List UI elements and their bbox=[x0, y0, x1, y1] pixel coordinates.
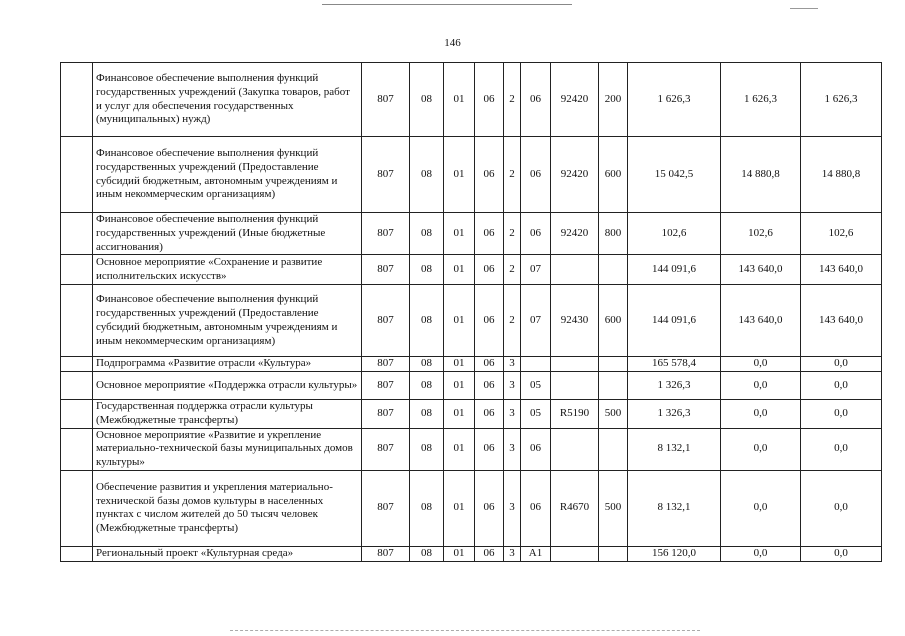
cell-c5: 3 bbox=[504, 428, 521, 470]
cell-v1: 1 326,3 bbox=[628, 400, 721, 429]
table-row bbox=[61, 470, 882, 546]
cell-c7: R5190 bbox=[551, 400, 599, 429]
cell-c7: 92420 bbox=[551, 213, 599, 255]
cell-v1: 165 578,4 bbox=[628, 357, 721, 372]
cell-v1: 15 042,5 bbox=[628, 137, 721, 213]
cell-c3: 01 bbox=[444, 357, 475, 372]
cell-c2: 08 bbox=[410, 213, 444, 255]
cell-c7: 92420 bbox=[551, 137, 599, 213]
cell-c8: 200 bbox=[599, 63, 628, 137]
cell-c5: 3 bbox=[504, 372, 521, 400]
cell-c6: 05 bbox=[521, 372, 551, 400]
cell-v1: 8 132,1 bbox=[628, 470, 721, 546]
table-row bbox=[61, 400, 882, 429]
cell-c3: 01 bbox=[444, 372, 475, 400]
row-name: Основное мероприятие «Развитие и укрепление материально-технической базы муниципальных домов культуры» bbox=[93, 428, 362, 470]
cell-c8 bbox=[599, 546, 628, 561]
cell-c3: 01 bbox=[444, 213, 475, 255]
cell-c7: R4670 bbox=[551, 470, 599, 546]
blank-cell bbox=[61, 137, 93, 213]
table-row bbox=[61, 357, 882, 372]
cell-c5: 3 bbox=[504, 400, 521, 429]
cell-c1: 807 bbox=[362, 213, 410, 255]
row-name: Подпрограмма «Развитие отрасли «Культура» bbox=[93, 357, 362, 372]
cell-v2: 0,0 bbox=[721, 357, 801, 372]
cell-c4: 06 bbox=[475, 470, 504, 546]
cell-v3: 0,0 bbox=[801, 428, 882, 470]
scan-top-mark bbox=[790, 8, 818, 9]
cell-c8: 500 bbox=[599, 470, 628, 546]
cell-c3: 01 bbox=[444, 428, 475, 470]
scan-top-line bbox=[322, 4, 572, 5]
blank-cell bbox=[61, 372, 93, 400]
cell-c4: 06 bbox=[475, 285, 504, 357]
cell-c5: 2 bbox=[504, 285, 521, 357]
cell-v3: 143 640,0 bbox=[801, 255, 882, 285]
cell-c7 bbox=[551, 372, 599, 400]
cell-c2: 08 bbox=[410, 285, 444, 357]
cell-c5: 2 bbox=[504, 63, 521, 137]
cell-c3: 01 bbox=[444, 546, 475, 561]
cell-v1: 144 091,6 bbox=[628, 285, 721, 357]
cell-c4: 06 bbox=[475, 372, 504, 400]
cell-c7 bbox=[551, 255, 599, 285]
cell-c3: 01 bbox=[444, 470, 475, 546]
cell-v3: 102,6 bbox=[801, 213, 882, 255]
cell-v2: 1 626,3 bbox=[721, 63, 801, 137]
table-row bbox=[61, 213, 882, 255]
table-row bbox=[61, 372, 882, 400]
cell-c2: 08 bbox=[410, 137, 444, 213]
budget-table bbox=[60, 62, 882, 562]
cell-c5: 2 bbox=[504, 255, 521, 285]
row-name: Основное мероприятие «Поддержка отрасли культуры» bbox=[93, 372, 362, 400]
cell-c4: 06 bbox=[475, 400, 504, 429]
cell-c6: 05 bbox=[521, 400, 551, 429]
table-row bbox=[61, 285, 882, 357]
cell-v2: 0,0 bbox=[721, 372, 801, 400]
cell-c2: 08 bbox=[410, 255, 444, 285]
blank-cell bbox=[61, 546, 93, 561]
cell-c8: 800 bbox=[599, 213, 628, 255]
cell-c7 bbox=[551, 546, 599, 561]
cell-c6: 06 bbox=[521, 63, 551, 137]
cell-c6: 06 bbox=[521, 213, 551, 255]
blank-cell bbox=[61, 428, 93, 470]
row-name: Финансовое обеспечение выполнения функций государственных учреждений (Иные бюджетные ассигнования) bbox=[93, 213, 362, 255]
cell-c4: 06 bbox=[475, 255, 504, 285]
cell-c7 bbox=[551, 428, 599, 470]
cell-c5: 2 bbox=[504, 137, 521, 213]
cell-c6: 06 bbox=[521, 470, 551, 546]
row-name: Государственная поддержка отрасли культуры (Межбюджетные трансферты) bbox=[93, 400, 362, 429]
cell-v3: 0,0 bbox=[801, 357, 882, 372]
cell-c2: 08 bbox=[410, 428, 444, 470]
cell-v3: 143 640,0 bbox=[801, 285, 882, 357]
cell-c1: 807 bbox=[362, 470, 410, 546]
row-name: Обеспечение развития и укрепления материально-технической базы домов культуры в населенных пунктах с числом жителей до 50 тысяч человек (Межбюджетные трансферты) bbox=[93, 470, 362, 546]
cell-c5: 3 bbox=[504, 546, 521, 561]
cell-v2: 0,0 bbox=[721, 546, 801, 561]
cell-c3: 01 bbox=[444, 63, 475, 137]
cell-v1: 8 132,1 bbox=[628, 428, 721, 470]
cell-v3: 14 880,8 bbox=[801, 137, 882, 213]
cell-c1: 807 bbox=[362, 357, 410, 372]
cell-c7: 92430 bbox=[551, 285, 599, 357]
cell-v1: 144 091,6 bbox=[628, 255, 721, 285]
cell-c3: 01 bbox=[444, 285, 475, 357]
table-row bbox=[61, 546, 882, 561]
row-name: Финансовое обеспечение выполнения функций государственных учреждений (Закупка товаров, работ и услуг для обеспечения государственных (муниципальных) нужд) bbox=[93, 63, 362, 137]
cell-c7: 92420 bbox=[551, 63, 599, 137]
blank-cell bbox=[61, 255, 93, 285]
cell-c1: 807 bbox=[362, 255, 410, 285]
cell-c8 bbox=[599, 357, 628, 372]
cell-c1: 807 bbox=[362, 285, 410, 357]
cell-c3: 01 bbox=[444, 400, 475, 429]
cell-c2: 08 bbox=[410, 470, 444, 546]
cell-c6: 07 bbox=[521, 285, 551, 357]
row-name: Финансовое обеспечение выполнения функций государственных учреждений (Предоставление субсидий бюджетным, автономным учреждениям и иным некоммерческим организациям) bbox=[93, 137, 362, 213]
cell-c1: 807 bbox=[362, 137, 410, 213]
cell-c8 bbox=[599, 428, 628, 470]
cell-c3: 01 bbox=[444, 255, 475, 285]
cell-v3: 0,0 bbox=[801, 372, 882, 400]
cell-v3: 0,0 bbox=[801, 400, 882, 429]
cell-c2: 08 bbox=[410, 400, 444, 429]
cell-c5: 3 bbox=[504, 470, 521, 546]
cell-v1: 156 120,0 bbox=[628, 546, 721, 561]
cell-v2: 0,0 bbox=[721, 428, 801, 470]
cell-c3: 01 bbox=[444, 137, 475, 213]
cell-c8: 600 bbox=[599, 285, 628, 357]
cell-c6 bbox=[521, 357, 551, 372]
table-row bbox=[61, 428, 882, 470]
blank-cell bbox=[61, 400, 93, 429]
cell-c2: 08 bbox=[410, 372, 444, 400]
cell-v1: 1 326,3 bbox=[628, 372, 721, 400]
blank-cell bbox=[61, 357, 93, 372]
cell-c4: 06 bbox=[475, 428, 504, 470]
cell-c1: 807 bbox=[362, 546, 410, 561]
cell-c2: 08 bbox=[410, 546, 444, 561]
row-name: Основное мероприятие «Сохранение и развитие исполнительских искусств» bbox=[93, 255, 362, 285]
page-number: 146 bbox=[444, 37, 461, 49]
cell-c5: 2 bbox=[504, 213, 521, 255]
blank-cell bbox=[61, 213, 93, 255]
cell-v1: 102,6 bbox=[628, 213, 721, 255]
cell-v2: 0,0 bbox=[721, 400, 801, 429]
blank-cell bbox=[61, 63, 93, 137]
table-row bbox=[61, 63, 882, 137]
cell-c6: 07 bbox=[521, 255, 551, 285]
cell-v2: 143 640,0 bbox=[721, 255, 801, 285]
cell-v2: 102,6 bbox=[721, 213, 801, 255]
cell-c1: 807 bbox=[362, 63, 410, 137]
cell-c4: 06 bbox=[475, 63, 504, 137]
cell-c5: 3 bbox=[504, 357, 521, 372]
cell-c1: 807 bbox=[362, 428, 410, 470]
table-row bbox=[61, 255, 882, 285]
cell-c6: 06 bbox=[521, 428, 551, 470]
cell-v2: 143 640,0 bbox=[721, 285, 801, 357]
cell-c7 bbox=[551, 357, 599, 372]
cell-c8: 500 bbox=[599, 400, 628, 429]
blank-cell bbox=[61, 470, 93, 546]
cell-c6: A1 bbox=[521, 546, 551, 561]
cell-v1: 1 626,3 bbox=[628, 63, 721, 137]
cell-c4: 06 bbox=[475, 137, 504, 213]
row-name: Финансовое обеспечение выполнения функций государственных учреждений (Предоставление субсидий бюджетным, автономным учреждениям и иным некоммерческим организациям) bbox=[93, 285, 362, 357]
cell-c4: 06 bbox=[475, 357, 504, 372]
cell-c1: 807 bbox=[362, 372, 410, 400]
scan-bottom-line bbox=[230, 630, 700, 631]
cell-c4: 06 bbox=[475, 213, 504, 255]
cell-c2: 08 bbox=[410, 357, 444, 372]
cell-v3: 0,0 bbox=[801, 470, 882, 546]
cell-c8 bbox=[599, 372, 628, 400]
cell-c4: 06 bbox=[475, 546, 504, 561]
cell-c6: 06 bbox=[521, 137, 551, 213]
row-name: Региональный проект «Культурная среда» bbox=[93, 546, 362, 561]
blank-cell bbox=[61, 285, 93, 357]
cell-v3: 0,0 bbox=[801, 546, 882, 561]
cell-c1: 807 bbox=[362, 400, 410, 429]
cell-v2: 0,0 bbox=[721, 470, 801, 546]
cell-v3: 1 626,3 bbox=[801, 63, 882, 137]
cell-v2: 14 880,8 bbox=[721, 137, 801, 213]
cell-c2: 08 bbox=[410, 63, 444, 137]
cell-c8: 600 bbox=[599, 137, 628, 213]
table-row bbox=[61, 137, 882, 213]
cell-c8 bbox=[599, 255, 628, 285]
